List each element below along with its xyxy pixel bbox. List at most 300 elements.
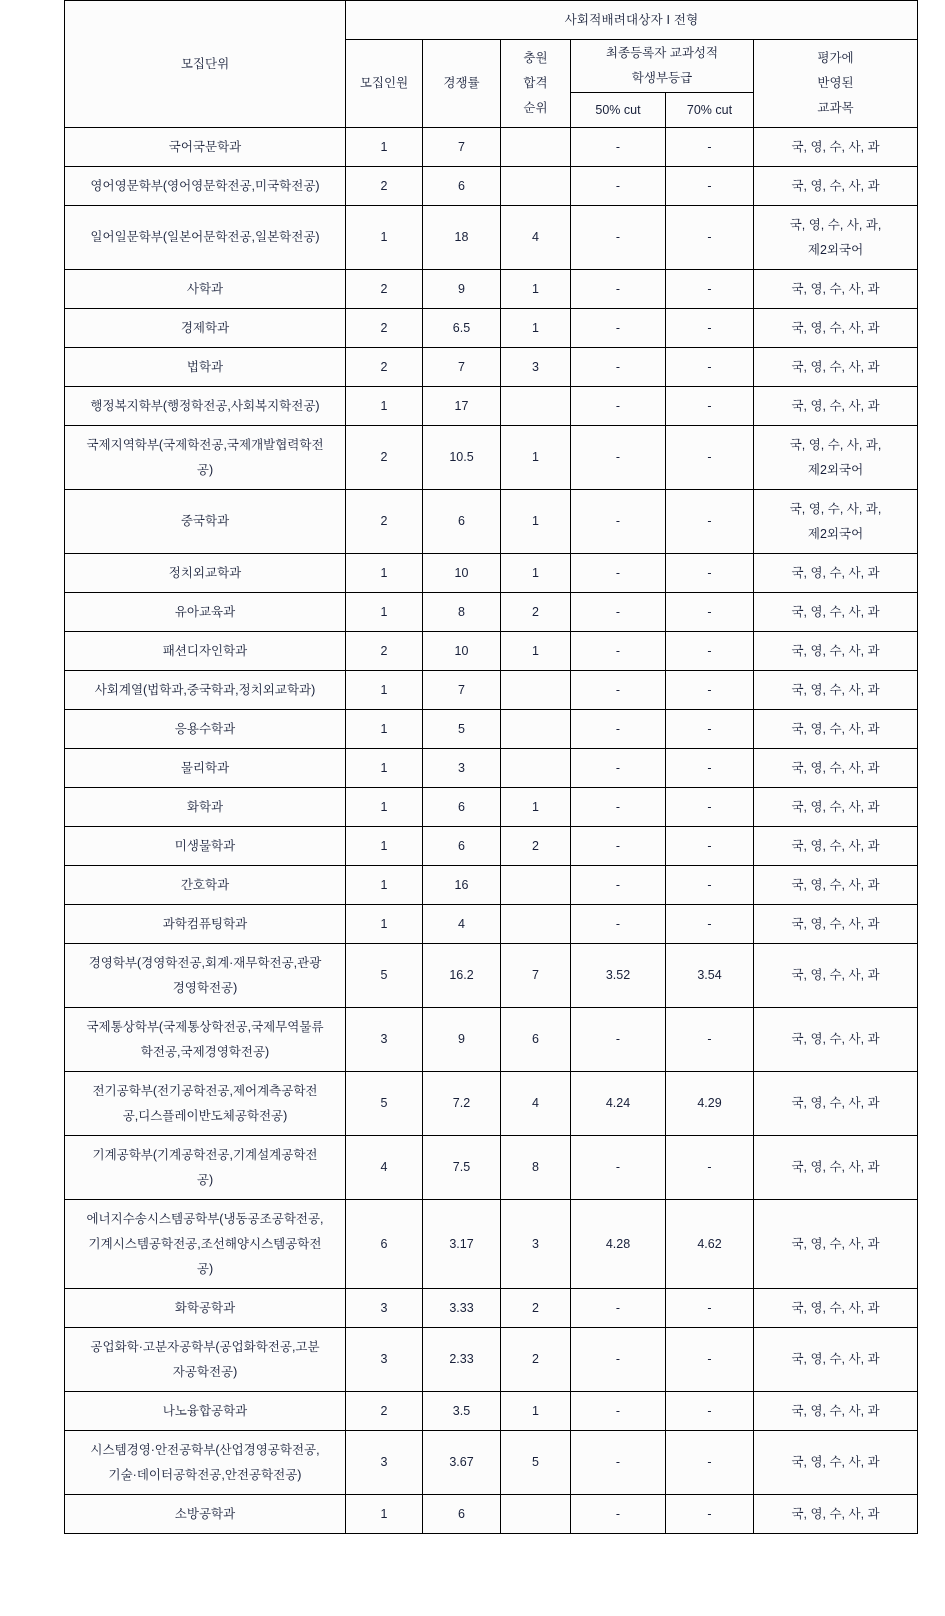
cell-subjects xyxy=(754,206,918,270)
subjects-line: 국, 영, 수, 사, 과 xyxy=(791,398,880,413)
subjects-line: 국, 영, 수, 사, 과 xyxy=(791,1032,880,1046)
cell-quota: 1 xyxy=(346,1495,423,1534)
cell-cut70: - xyxy=(666,1392,754,1431)
cell-competition-ratio: 16.2 xyxy=(423,944,501,1008)
subjects-line: 제2외국어 xyxy=(807,526,864,541)
cell-subjects xyxy=(754,490,918,554)
cell-cut50: - xyxy=(571,632,666,671)
table-row xyxy=(65,944,918,1008)
unit-name-line: 소방공학과 xyxy=(174,1506,236,1521)
unit-name-line: 나노융합공학과 xyxy=(162,1403,248,1418)
subjects-line: 국, 영, 수, 사, 과 xyxy=(791,359,880,374)
cell-cut50: - xyxy=(571,1392,666,1431)
cell-cut70: - xyxy=(666,167,754,206)
cell-cut50: 4.28 xyxy=(571,1200,666,1289)
unit-name-line: 행정복지학부(행정학전공,사회복지학전공) xyxy=(90,398,320,413)
cell-unit-name xyxy=(65,788,346,827)
cell-fill-rank: 3 xyxy=(501,348,571,387)
cell-cut50: 3.52 xyxy=(571,944,666,1008)
cell-cut50: - xyxy=(571,593,666,632)
header-fill-rank-line-1: 충원 xyxy=(523,51,548,65)
subjects-line: 국, 영, 수, 사, 과 xyxy=(791,799,880,814)
unit-name-line: 유아교육과 xyxy=(174,604,236,619)
cell-cut70: - xyxy=(666,554,754,593)
cell-cut70: - xyxy=(666,1136,754,1200)
cell-unit-name xyxy=(65,554,346,593)
table-row xyxy=(65,387,918,426)
header-row-top xyxy=(65,1,918,40)
cell-quota: 3 xyxy=(346,1289,423,1328)
table-row xyxy=(65,554,918,593)
cell-competition-ratio: 6.5 xyxy=(423,309,501,348)
table-row xyxy=(65,710,918,749)
unit-name-line: 자공학전공) xyxy=(172,1364,238,1379)
cell-cut50: - xyxy=(571,788,666,827)
unit-name-line: 기계공학부(기계공학전공,기계설계공학전 xyxy=(92,1147,318,1162)
cell-competition-ratio: 8 xyxy=(423,593,501,632)
subjects-line: 국, 영, 수, 사, 과 xyxy=(791,1403,880,1418)
table-row xyxy=(65,1431,918,1495)
cell-cut50: - xyxy=(571,1495,666,1534)
cell-fill-rank: 3 xyxy=(501,1200,571,1289)
cell-cut70: 4.29 xyxy=(666,1072,754,1136)
cell-cut50: - xyxy=(571,1008,666,1072)
cell-cut50: - xyxy=(571,866,666,905)
cell-quota: 1 xyxy=(346,671,423,710)
cell-cut70: - xyxy=(666,128,754,167)
cell-cut70: - xyxy=(666,1495,754,1534)
cell-fill-rank xyxy=(501,671,571,710)
cell-competition-ratio: 3.17 xyxy=(423,1200,501,1289)
cell-cut50: - xyxy=(571,905,666,944)
cell-competition-ratio: 6 xyxy=(423,788,501,827)
subjects-line: 국, 영, 수, 사, 과 xyxy=(791,1160,880,1174)
header-grade-group xyxy=(571,40,754,93)
table-row xyxy=(65,749,918,788)
cell-quota: 2 xyxy=(346,270,423,309)
subjects-line: 국, 영, 수, 사, 과 xyxy=(791,1096,880,1110)
cell-quota: 5 xyxy=(346,1072,423,1136)
cell-unit-name xyxy=(65,348,346,387)
table-row xyxy=(65,1072,918,1136)
cell-unit-name xyxy=(65,1328,346,1392)
cell-subjects xyxy=(754,426,918,490)
cell-competition-ratio: 10.5 xyxy=(423,426,501,490)
subjects-line: 국, 영, 수, 사, 과 xyxy=(791,320,880,335)
cell-quota: 1 xyxy=(346,749,423,788)
cell-unit-name xyxy=(65,309,346,348)
cell-competition-ratio: 9 xyxy=(423,270,501,309)
header-fill-rank xyxy=(501,40,571,128)
cell-unit-name xyxy=(65,1072,346,1136)
table-row xyxy=(65,1200,918,1289)
table-header xyxy=(65,1,918,128)
cell-fill-rank xyxy=(501,1495,571,1534)
cell-fill-rank: 2 xyxy=(501,593,571,632)
cell-unit-name xyxy=(65,632,346,671)
table-row xyxy=(65,788,918,827)
unit-name-line: 경제학과 xyxy=(180,320,230,335)
cell-cut70: - xyxy=(666,905,754,944)
cell-competition-ratio: 3.33 xyxy=(423,1289,501,1328)
cell-subjects xyxy=(754,1392,918,1431)
cell-cut50: - xyxy=(571,1136,666,1200)
cell-fill-rank: 7 xyxy=(501,944,571,1008)
cell-subjects xyxy=(754,788,918,827)
cell-cut70: 4.62 xyxy=(666,1200,754,1289)
subjects-line: 국, 영, 수, 사, 과 xyxy=(791,281,880,296)
cell-unit-name xyxy=(65,944,346,1008)
cell-quota: 1 xyxy=(346,866,423,905)
subjects-line: 국, 영, 수, 사, 과 xyxy=(791,1506,880,1521)
cell-competition-ratio: 3.67 xyxy=(423,1431,501,1495)
cell-cut70: - xyxy=(666,788,754,827)
cell-cut70: - xyxy=(666,387,754,426)
table-row xyxy=(65,206,918,270)
cell-fill-rank: 4 xyxy=(501,206,571,270)
cell-fill-rank: 1 xyxy=(501,1392,571,1431)
cell-unit-name xyxy=(65,710,346,749)
cell-competition-ratio: 7.2 xyxy=(423,1072,501,1136)
unit-name-line: 경영학전공) xyxy=(172,980,238,995)
cell-fill-rank xyxy=(501,387,571,426)
cell-quota: 2 xyxy=(346,167,423,206)
subjects-line: 국, 영, 수, 사, 과 xyxy=(791,721,880,736)
cell-competition-ratio: 7 xyxy=(423,128,501,167)
cell-unit-name xyxy=(65,490,346,554)
cell-cut70: 3.54 xyxy=(666,944,754,1008)
cell-competition-ratio: 9 xyxy=(423,1008,501,1072)
subjects-line: 국, 영, 수, 사, 과 xyxy=(791,916,880,931)
subjects-line: 국, 영, 수, 사, 과, xyxy=(789,437,882,452)
subjects-line: 국, 영, 수, 사, 과 xyxy=(791,1352,880,1366)
cell-cut50: - xyxy=(571,1431,666,1495)
cell-fill-rank: 2 xyxy=(501,1328,571,1392)
cell-subjects xyxy=(754,866,918,905)
cell-cut70: - xyxy=(666,426,754,490)
subjects-line: 국, 영, 수, 사, 과 xyxy=(791,643,880,658)
table-row xyxy=(65,1392,918,1431)
cell-cut70: - xyxy=(666,632,754,671)
table-row xyxy=(65,167,918,206)
admissions-results-table xyxy=(64,0,918,1534)
cell-subjects xyxy=(754,944,918,1008)
table-row xyxy=(65,348,918,387)
cell-subjects xyxy=(754,554,918,593)
unit-name-line: 학전공,국제경영학전공) xyxy=(140,1044,270,1059)
cell-cut50: - xyxy=(571,1289,666,1328)
header-subjects xyxy=(754,40,918,128)
cell-quota: 1 xyxy=(346,128,423,167)
header-quota: 모집인원 xyxy=(346,40,423,128)
cell-cut70: - xyxy=(666,206,754,270)
cell-competition-ratio: 6 xyxy=(423,1495,501,1534)
unit-name-line: 공업화학·고분자공학부(공업화학전공,고분 xyxy=(90,1339,320,1354)
cell-fill-rank xyxy=(501,710,571,749)
cell-fill-rank: 6 xyxy=(501,1008,571,1072)
cell-unit-name xyxy=(65,128,346,167)
cell-cut50: 4.24 xyxy=(571,1072,666,1136)
cell-cut50: - xyxy=(571,671,666,710)
header-grade-group-line-2: 학생부등급 xyxy=(631,71,693,85)
cell-fill-rank: 4 xyxy=(501,1072,571,1136)
subjects-line: 국, 영, 수, 사, 과 xyxy=(791,877,880,892)
cell-subjects xyxy=(754,309,918,348)
subjects-line: 제2외국어 xyxy=(807,462,864,477)
cell-competition-ratio: 7 xyxy=(423,671,501,710)
cell-subjects xyxy=(754,348,918,387)
unit-name-line: 공) xyxy=(196,1261,214,1276)
unit-name-line: 일어일문학부(일본어문학전공,일본학전공) xyxy=(90,230,320,244)
cell-unit-name xyxy=(65,866,346,905)
unit-name-line: 과학컴퓨팅학과 xyxy=(162,916,248,931)
cell-quota: 2 xyxy=(346,632,423,671)
unit-name-line: 화학공학과 xyxy=(174,1300,236,1315)
cell-quota: 1 xyxy=(346,206,423,270)
cell-cut70: - xyxy=(666,1008,754,1072)
cell-quota: 5 xyxy=(346,944,423,1008)
table-row xyxy=(65,866,918,905)
cell-quota: 2 xyxy=(346,309,423,348)
table-row xyxy=(65,128,918,167)
header-unit-column: 모집단위 xyxy=(65,1,346,128)
cell-cut70: - xyxy=(666,593,754,632)
cell-subjects xyxy=(754,270,918,309)
unit-name-line: 중국학과 xyxy=(180,514,230,528)
unit-name-line: 국제통상학부(국제통상학전공,국제무역물류 xyxy=(86,1019,324,1034)
cell-cut50: - xyxy=(571,348,666,387)
cell-unit-name xyxy=(65,1008,346,1072)
cell-competition-ratio: 3.5 xyxy=(423,1392,501,1431)
cell-competition-ratio: 6 xyxy=(423,167,501,206)
unit-name-line: 간호학과 xyxy=(180,877,230,892)
cell-competition-ratio: 16 xyxy=(423,866,501,905)
cell-unit-name xyxy=(65,905,346,944)
cell-cut50: - xyxy=(571,270,666,309)
cell-cut70: - xyxy=(666,1289,754,1328)
table-row xyxy=(65,1289,918,1328)
unit-name-line: 법학과 xyxy=(186,359,224,374)
table-row xyxy=(65,426,918,490)
cell-cut50: - xyxy=(571,387,666,426)
cell-unit-name xyxy=(65,1495,346,1534)
cell-quota: 1 xyxy=(346,788,423,827)
table-row xyxy=(65,490,918,554)
table-row xyxy=(65,1008,918,1072)
cell-competition-ratio: 4 xyxy=(423,905,501,944)
cell-cut50: - xyxy=(571,490,666,554)
unit-name-line: 미생물학과 xyxy=(174,838,236,853)
subjects-line: 국, 영, 수, 사, 과, xyxy=(789,501,882,516)
cell-cut50: - xyxy=(571,1328,666,1392)
unit-name-line: 정치외교학과 xyxy=(168,565,242,580)
cell-fill-rank: 1 xyxy=(501,632,571,671)
cell-quota: 2 xyxy=(346,490,423,554)
header-fill-rank-line-2: 합격 xyxy=(523,76,548,90)
cell-quota: 3 xyxy=(346,1008,423,1072)
cell-unit-name xyxy=(65,827,346,866)
unit-name-line: 국제지역학부(국제학전공,국제개발협력학전 xyxy=(86,437,324,452)
table-row xyxy=(65,1495,918,1534)
unit-name-line: 에너지수송시스템공학부(냉동공조공학전공, xyxy=(86,1211,324,1226)
header-program-title: 사회적배려대상자 I 전형 xyxy=(346,1,918,40)
cell-competition-ratio: 7 xyxy=(423,348,501,387)
table-row xyxy=(65,270,918,309)
cell-subjects xyxy=(754,1431,918,1495)
subjects-line: 국, 영, 수, 사, 과 xyxy=(791,604,880,619)
unit-name-line: 사학과 xyxy=(186,281,224,296)
subjects-line: 국, 영, 수, 사, 과 xyxy=(791,760,880,775)
cell-cut70: - xyxy=(666,348,754,387)
cell-cut50: - xyxy=(571,710,666,749)
cell-unit-name xyxy=(65,387,346,426)
cell-cut50: - xyxy=(571,827,666,866)
subjects-line: 국, 영, 수, 사, 과, xyxy=(789,217,882,232)
unit-name-line: 기술·데이터공학전공,안전공학전공) xyxy=(108,1467,302,1482)
subjects-line: 국, 영, 수, 사, 과 xyxy=(791,565,880,580)
subjects-line: 국, 영, 수, 사, 과 xyxy=(791,1300,880,1315)
cell-fill-rank: 1 xyxy=(501,426,571,490)
cell-competition-ratio: 10 xyxy=(423,554,501,593)
cell-subjects xyxy=(754,128,918,167)
cell-fill-rank: 5 xyxy=(501,1431,571,1495)
unit-name-line: 화학과 xyxy=(186,799,224,814)
cell-fill-rank xyxy=(501,905,571,944)
cell-subjects xyxy=(754,1495,918,1534)
cell-fill-rank: 1 xyxy=(501,788,571,827)
cell-fill-rank xyxy=(501,128,571,167)
cell-cut70: - xyxy=(666,827,754,866)
header-ratio: 경쟁률 xyxy=(423,40,501,128)
cell-competition-ratio: 6 xyxy=(423,827,501,866)
header-grade-group-line-1: 최종등록자 교과성적 xyxy=(605,46,719,60)
cell-cut50: - xyxy=(571,426,666,490)
unit-name-line: 기계시스템공학전공,조선해양시스템공학전 xyxy=(88,1236,322,1251)
table-row xyxy=(65,1328,918,1392)
cell-subjects xyxy=(754,167,918,206)
cell-cut70: - xyxy=(666,749,754,788)
subjects-line: 국, 영, 수, 사, 과 xyxy=(791,838,880,853)
cell-competition-ratio: 6 xyxy=(423,490,501,554)
cell-subjects xyxy=(754,710,918,749)
subjects-line: 국, 영, 수, 사, 과 xyxy=(791,178,880,193)
header-cut50: 50% cut xyxy=(571,93,666,128)
table-body xyxy=(65,128,918,1534)
cell-competition-ratio: 7.5 xyxy=(423,1136,501,1200)
cell-unit-name xyxy=(65,671,346,710)
cell-quota: 1 xyxy=(346,905,423,944)
header-subjects-line-1: 평가에 xyxy=(817,51,854,65)
cell-unit-name xyxy=(65,1431,346,1495)
cell-fill-rank: 8 xyxy=(501,1136,571,1200)
cell-subjects xyxy=(754,827,918,866)
cell-subjects xyxy=(754,671,918,710)
cell-subjects xyxy=(754,905,918,944)
cell-fill-rank: 1 xyxy=(501,309,571,348)
cell-subjects xyxy=(754,1200,918,1289)
cell-subjects xyxy=(754,387,918,426)
cell-fill-rank: 1 xyxy=(501,554,571,593)
unit-name-line: 공) xyxy=(196,1172,214,1187)
cell-quota: 1 xyxy=(346,387,423,426)
cell-cut70: - xyxy=(666,1431,754,1495)
unit-name-line: 물리학과 xyxy=(180,760,230,775)
header-subjects-line-3: 교과목 xyxy=(817,101,854,115)
cell-cut50: - xyxy=(571,554,666,593)
cell-unit-name xyxy=(65,1136,346,1200)
cell-subjects xyxy=(754,1328,918,1392)
table-row xyxy=(65,827,918,866)
cell-fill-rank xyxy=(501,866,571,905)
subjects-line: 국, 영, 수, 사, 과 xyxy=(791,139,880,154)
cell-cut70: - xyxy=(666,309,754,348)
cell-quota: 1 xyxy=(346,554,423,593)
cell-subjects xyxy=(754,1289,918,1328)
cell-quota: 3 xyxy=(346,1431,423,1495)
cell-cut70: - xyxy=(666,671,754,710)
cell-fill-rank: 1 xyxy=(501,270,571,309)
cell-quota: 1 xyxy=(346,710,423,749)
cell-cut70: - xyxy=(666,1328,754,1392)
table-row xyxy=(65,671,918,710)
cell-fill-rank xyxy=(501,749,571,788)
unit-name-line: 시스템경영·안전공학부(산업경영공학전공, xyxy=(90,1442,320,1457)
subjects-line: 국, 영, 수, 사, 과 xyxy=(791,968,880,982)
cell-quota: 1 xyxy=(346,827,423,866)
cell-quota: 2 xyxy=(346,1392,423,1431)
cell-quota: 2 xyxy=(346,348,423,387)
cell-cut50: - xyxy=(571,206,666,270)
cell-cut50: - xyxy=(571,167,666,206)
subjects-line: 국, 영, 수, 사, 과 xyxy=(791,1455,880,1469)
cell-competition-ratio: 18 xyxy=(423,206,501,270)
cell-fill-rank: 2 xyxy=(501,827,571,866)
unit-name-line: 패션디자인학과 xyxy=(162,643,248,658)
cell-cut70: - xyxy=(666,710,754,749)
cell-cut70: - xyxy=(666,270,754,309)
unit-name-line: 전기공학부(전기공학전공,제어계측공학전 xyxy=(92,1083,318,1098)
cell-quota: 2 xyxy=(346,426,423,490)
unit-name-line: 국어국문학과 xyxy=(168,139,242,154)
table-row xyxy=(65,905,918,944)
cell-cut50: - xyxy=(571,128,666,167)
cell-fill-rank xyxy=(501,167,571,206)
cell-unit-name xyxy=(65,270,346,309)
cell-unit-name xyxy=(65,1200,346,1289)
table-row xyxy=(65,309,918,348)
cell-subjects xyxy=(754,1072,918,1136)
table-row xyxy=(65,1136,918,1200)
cell-unit-name xyxy=(65,426,346,490)
unit-name-line: 영어영문학부(영어영문학전공,미국학전공) xyxy=(90,178,320,193)
cell-fill-rank: 1 xyxy=(501,490,571,554)
cell-unit-name xyxy=(65,206,346,270)
header-cut70: 70% cut xyxy=(666,93,754,128)
cell-cut70: - xyxy=(666,490,754,554)
cell-unit-name xyxy=(65,167,346,206)
table-row xyxy=(65,593,918,632)
cell-unit-name xyxy=(65,1392,346,1431)
cell-competition-ratio: 5 xyxy=(423,710,501,749)
header-fill-rank-line-3: 순위 xyxy=(523,101,548,115)
unit-name-line: 사회계열(법학과,중국학과,정치외교학과) xyxy=(94,682,316,697)
cell-fill-rank: 2 xyxy=(501,1289,571,1328)
unit-name-line: 공) xyxy=(196,462,214,477)
subjects-line: 국, 영, 수, 사, 과 xyxy=(791,682,880,697)
cell-quota: 4 xyxy=(346,1136,423,1200)
cell-subjects xyxy=(754,1008,918,1072)
cell-subjects xyxy=(754,593,918,632)
